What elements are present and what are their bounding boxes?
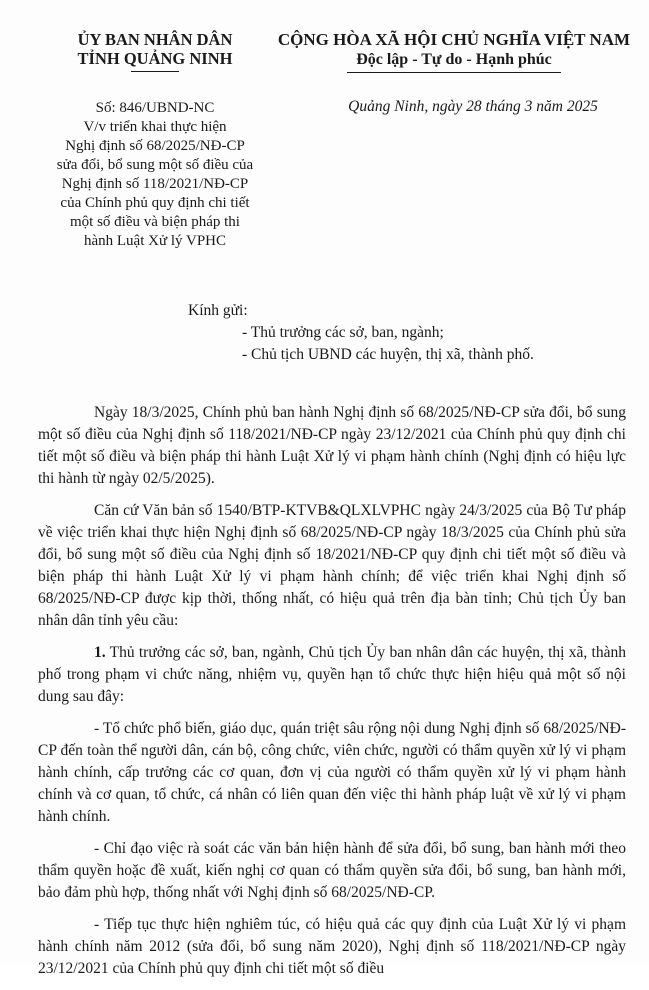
body-paragraph: Căn cứ Văn bản số 1540/BTP-KTVB&QLXLVPHC ngày 24/3/2025 của Bộ Tư pháp về việc triển khai thực hiện Nghị định số 68/2025/NĐ-CP ngày 18/3/2025 của Chính phủ sửa đổi, bổ sung một số điều của Nghị định số 18/2021/NĐ-CP quy định chi tiết một số điều và biện pháp thi hành Luật Xử lý vi phạm hành chính; để việc triển khai Nghị định số 68/2025/NĐ-CP được kịp thời, thống nhất, có hiệu quả trên địa bàn tỉnh; Chủ tịch Ủy ban nhân dân tỉnh yêu cầu:	[38, 502, 626, 629]
subject-line: V/v triển khai thực hiện	[83, 119, 227, 135]
body-paragraph: Ngày 18/3/2025, Chính phủ ban hành Nghị định số 68/2025/NĐ-CP sửa đổi, bổ sung một số điều của Nghị định số 118/2021/NĐ-CP ngày 23/12/2021 của Chính phủ quy định chi tiết một số điều và biện pháp thi hành Luật Xử lý vi phạm hành chính (Nghị định có hiệu lực thi hành từ ngày 02/5/2025).	[38, 404, 626, 487]
bullet-paragraph: - Tiếp tục thực hiện nghiêm túc, có hiệu quả các quy định của Luật Xử lý vi phạm hành chính năm 2012 (sửa đổi, bổ sung năm 2020), Nghị định số 118/2021/NĐ-CP ngày 23/12/2021 của Chính phủ quy định chi tiết một số điều	[38, 916, 626, 977]
document-number: Số: 846/UBND-NC	[95, 100, 215, 116]
item-1-text: Thủ trưởng các sở, ban, ngành, Chủ tịch Ủy ban nhân dân các huyện, thị xã, thành phố trong phạm vi chức năng, nhiệm vụ, quyền hạn tổ chức thực hiện hiệu quả một số nội dung sau đây:	[38, 644, 626, 705]
motto-underline	[347, 72, 561, 73]
salutation: Kính gửi:	[188, 302, 248, 319]
recipient-item: - Chủ tịch UBND các huyện, thị xã, thành phố.	[242, 346, 534, 363]
national-title: CỘNG HÒA XÃ HỘI CHỦ NGHĨA VIỆT NAM	[277, 30, 631, 49]
national-header	[262, 30, 646, 73]
bullet-paragraph: - Chỉ đạo việc rà soát các văn bản hiện hành để sửa đổi, bổ sung, ban hành mới theo thẩm quyền hoặc đề xuất, kiến nghị cơ quan có thẩm quyền sửa đổi, bổ sung, ban hành mới, bảo đảm phù hợp, thống nhất với Nghị định số 68/2025/NĐ-CP.	[38, 840, 626, 901]
subject-line: hành Luật Xử lý VPHC	[83, 233, 227, 249]
subject-line: một số điều và biện pháp thi	[70, 214, 240, 230]
document-date: Quảng Ninh, ngày 28 tháng 3 năm 2025	[348, 98, 598, 115]
subject-line: Nghị định số 68/2025/NĐ-CP	[65, 138, 245, 154]
issuer-line-1: ỦY BAN NHÂN DÂN	[77, 30, 233, 49]
issuer-underline	[131, 71, 179, 72]
subject-block	[52, 118, 258, 251]
item-1-paragraph	[38, 642, 626, 708]
subject-line: Nghị định số 118/2021/NĐ-CP	[61, 176, 249, 192]
bullet-paragraph: - Tổ chức phổ biến, giáo dục, quán triệt sâu rộng nội dung Nghị định số 68/2025/NĐ-CP đến toàn thể người dân, cán bộ, công chức, viên chức, người có thẩm quyền xử lý vi phạm hành chính, cấp trưởng các cơ quan, đơn vị của người có thẩm quyền xử lý vi phạm hành chính và cơ quan, tổ chức, cá nhân có liên quan đến việc thi hành pháp luật về xử lý vi phạm hành chính.	[38, 720, 626, 825]
recipient-item: - Thủ trưởng các sở, ban, ngành;	[242, 324, 444, 341]
issuer-line-2: TỈNH QUẢNG NINH	[77, 49, 233, 68]
item-1-number: 1.	[94, 644, 106, 661]
document-body	[38, 402, 626, 990]
subject-line: của Chính phủ quy định chi tiết	[60, 195, 250, 211]
subject-line: sửa đổi, bổ sung một số điều của	[56, 157, 254, 173]
issuer-header	[60, 30, 250, 72]
national-motto: Độc lập - Tự do - Hạnh phúc	[356, 51, 552, 68]
